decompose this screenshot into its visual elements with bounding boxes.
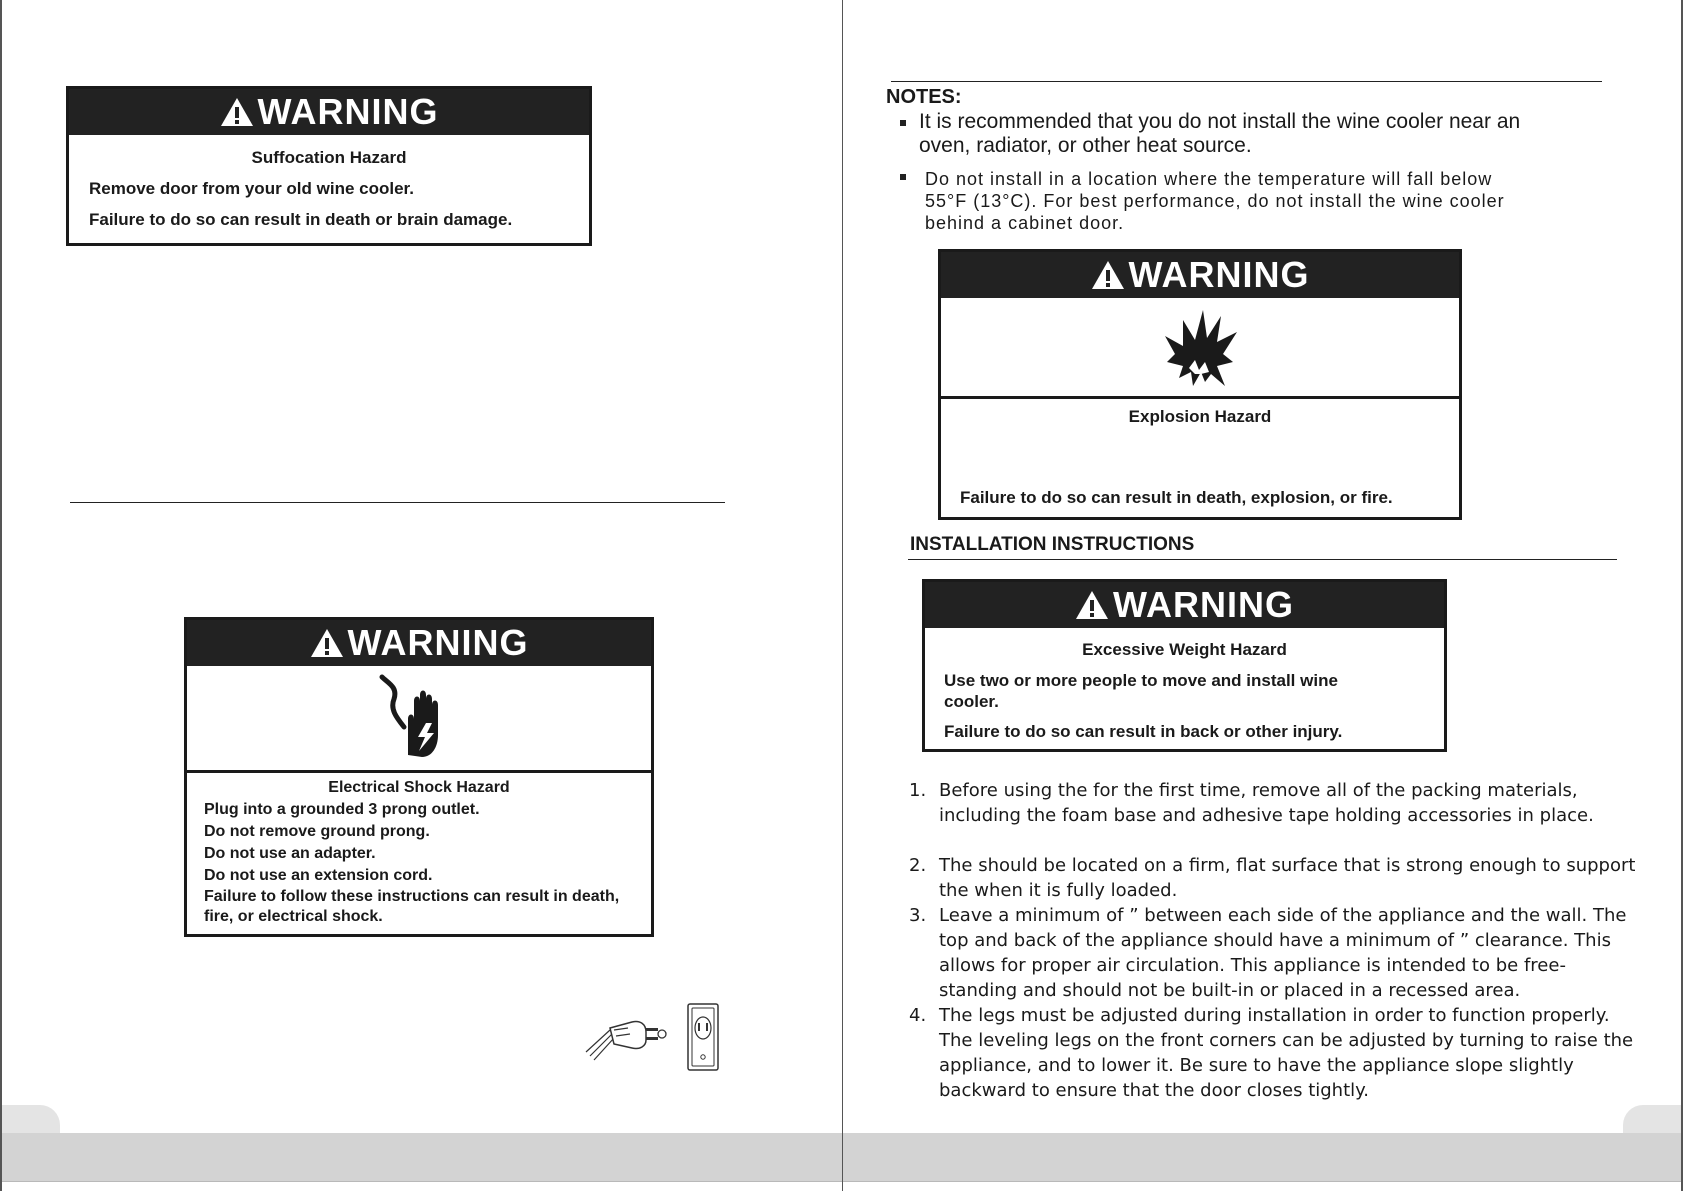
- step-text: Before using the for the first time, remove all of the packing materials, including the foam base and adhesive tape holding accessories in place.: [939, 780, 1594, 826]
- warning-header-label: WARNING: [347, 622, 529, 663]
- explosion-icon: [941, 298, 1459, 396]
- warning-line: Remove door from your old wine cooler.: [89, 179, 414, 198]
- step-number: 1.: [909, 780, 927, 801]
- warning-line: Failure to do so can result in death, explosion, or fire.: [960, 488, 1393, 507]
- warning-line: Failure to do so can result in death or brain damage.: [89, 210, 513, 229]
- warning-line: Do not use an extension cord.: [204, 867, 433, 884]
- instruction-step: [909, 853, 1639, 903]
- plug-and-outlet-icon: [584, 1000, 724, 1076]
- warning-triangle-icon: [1091, 260, 1125, 290]
- footer-band: [2, 1133, 842, 1181]
- warning-header: [69, 89, 589, 135]
- footer-band: [843, 1133, 1681, 1181]
- warning-header-label: WARNING: [257, 91, 439, 132]
- instruction-step: [909, 1003, 1639, 1103]
- section-rule: [908, 559, 1617, 560]
- warning-line: Use two or more people to move and install wine cooler.: [944, 671, 1338, 711]
- section-title: INSTALLATION INSTRUCTIONS: [910, 534, 1195, 555]
- step-number: 2.: [909, 855, 927, 876]
- bullet: [900, 120, 906, 126]
- hazard-title: Excessive Weight Hazard: [1082, 640, 1287, 659]
- step-number: 4.: [909, 1005, 927, 1026]
- notes-rule: [891, 81, 1602, 82]
- warning-explosion-box: [938, 249, 1462, 520]
- notes-title: NOTES:: [886, 86, 962, 108]
- warning-triangle-icon: [310, 628, 344, 658]
- warning-line: Failure to follow these instructions can result in death, fire, or electrical shock.: [204, 888, 620, 925]
- step-number: 3.: [909, 905, 927, 926]
- electrical-shock-hand-icon: [187, 666, 651, 770]
- warning-header: [941, 252, 1459, 298]
- instruction-step: [909, 778, 1639, 828]
- hazard-title: Electrical Shock Hazard: [328, 779, 510, 796]
- step-text: The legs must be adjusted during installation in order to function properly. The leveling legs on the front corners can be adjusted by turning to raise the appliance, and to lower it. Be sure to have the appliance slope slightly backward to ensure that the door closes tightly.: [939, 1005, 1634, 1101]
- warning-header-label: WARNING: [1128, 254, 1310, 295]
- step-text: The should be located on a firm, flat surface that is strong enough to support the when it is fully loaded.: [939, 855, 1636, 901]
- note-item: Do not install in a location where the temperature will fall below 55°F (13°C). For best performance, do not install the wine cooler behind a cabinet door.: [925, 169, 1505, 233]
- warning-triangle-icon: [220, 97, 254, 127]
- warning-suffocation-box: [66, 86, 592, 246]
- warning-header: [187, 620, 651, 666]
- warning-line: Plug into a grounded 3 prong outlet.: [204, 801, 480, 818]
- warning-line: Do not use an adapter.: [204, 845, 376, 862]
- step-text: Leave a minimum of ” between each side of the appliance and the wall. The top and back of the appliance should have a minimum of ” clearance. This allows for proper air circulation. This appliance is intended to be free-standing and should not be built-in or placed in a recessed area.: [939, 905, 1627, 1001]
- warning-electrical-box: [184, 617, 654, 937]
- warning-triangle-icon: [1075, 590, 1109, 620]
- warning-line: Failure to do so can result in back or other injury.: [944, 722, 1343, 741]
- warning-weight-box: [922, 579, 1447, 752]
- warning-header: [925, 582, 1444, 628]
- hazard-title: Explosion Hazard: [1128, 407, 1272, 426]
- bullet: [900, 174, 906, 180]
- instruction-step: [909, 903, 1639, 1003]
- warning-line: Do not remove ground prong.: [204, 823, 430, 840]
- section-divider: [70, 502, 725, 503]
- right-page: [842, 0, 1683, 1191]
- hazard-title: Suffocation Hazard: [251, 148, 407, 167]
- warning-header-label: WARNING: [1113, 584, 1294, 625]
- note-item: It is recommended that you do not install the wine cooler near an oven, radiator, or other heat source.: [919, 110, 1521, 157]
